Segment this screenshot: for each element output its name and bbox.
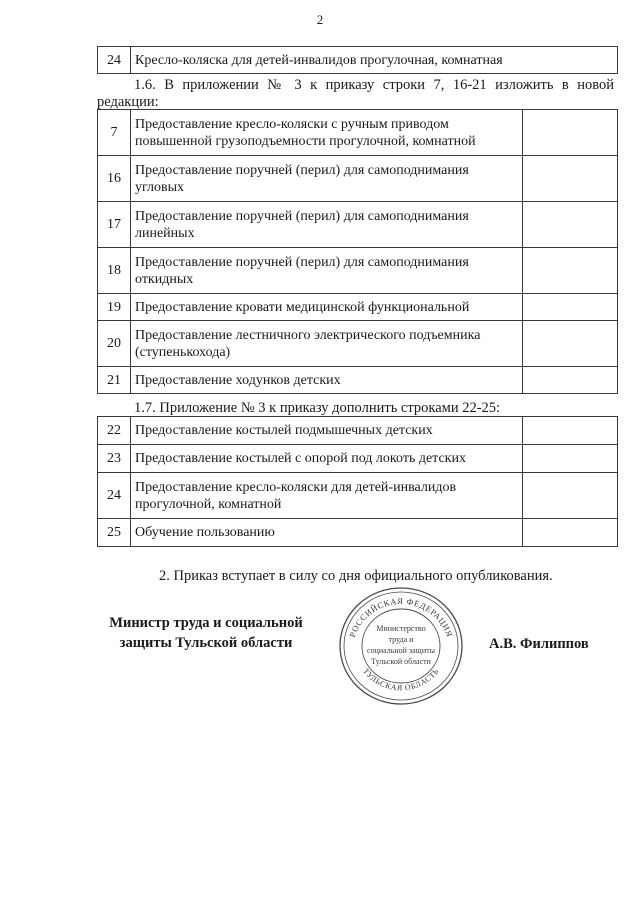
row-number: 21 (98, 367, 131, 394)
row-number: 24 (98, 473, 131, 519)
row-empty-cell (523, 367, 618, 394)
row-empty-cell (523, 445, 618, 473)
table-row (98, 519, 618, 547)
row-empty-cell (523, 156, 618, 202)
table-row (98, 294, 618, 321)
row-text: Кресло-коляска для детей-инвалидов прогулочная, комнатная (131, 47, 618, 74)
seal-center-line-4: Тульской области (371, 657, 431, 666)
row-number: 18 (98, 248, 131, 294)
seal-ring-text-top: РОССИЙСКАЯ ФЕДЕРАЦИЯ (347, 595, 455, 639)
signatory-position-line2: защиты Тульской области (119, 635, 293, 651)
row-text: Предоставление поручней (перил) для самоподнимания откидных (131, 248, 523, 294)
table-replaced-rows (97, 109, 618, 394)
paragraph-1-6-line1: 1.6. В приложении № 3 к приказу строки 7, 16-21 изложить в новой (134, 77, 614, 93)
row-text: Предоставление костылей подмышечных детских (131, 417, 523, 445)
row-number: 23 (98, 445, 131, 473)
table-row (98, 202, 618, 248)
signatory-position-line1: Министр труда и социальной (109, 615, 303, 631)
row-text: Предоставление поручней (перил) для самоподнимания угловых (131, 156, 523, 202)
table-row (98, 248, 618, 294)
seal-center-line-2: труда и (388, 635, 414, 644)
row-number: 7 (98, 110, 131, 156)
row-number: 25 (98, 519, 131, 547)
table-row (98, 47, 618, 74)
page-number: 2 (316, 12, 324, 27)
row-empty-cell (523, 294, 618, 321)
paragraph-1-6-line2: редакции: (97, 94, 159, 110)
table-row (98, 473, 618, 519)
row-number: 24 (98, 47, 131, 74)
row-number: 20 (98, 321, 131, 367)
table-added-rows (97, 416, 618, 547)
paragraph-1-7: 1.7. Приложение № 3 к приказу дополнить строками 22-25: (134, 400, 501, 416)
row-empty-cell (523, 202, 618, 248)
row-text: Обучение пользованию (131, 519, 523, 547)
table-row (98, 110, 618, 156)
table-row (98, 367, 618, 394)
official-seal (336, 584, 466, 708)
seal-center-line-1: Министерство (376, 624, 426, 633)
seal-ring-text-bottom: ТУЛЬСКАЯ ОБЛАСТЬ (361, 666, 441, 693)
row-number: 19 (98, 294, 131, 321)
seal-center-line-3: социальной защиты (367, 646, 435, 655)
table-top (97, 46, 618, 74)
paragraph-2: 2. Приказ вступает в силу со дня официального опубликования. (159, 568, 553, 584)
row-number: 17 (98, 202, 131, 248)
row-empty-cell (523, 519, 618, 547)
row-text: Предоставление поручней (перил) для самоподнимания линейных (131, 202, 523, 248)
signatory-position (96, 613, 316, 653)
table-row (98, 321, 618, 367)
row-number: 22 (98, 417, 131, 445)
row-empty-cell (523, 248, 618, 294)
row-empty-cell (523, 417, 618, 445)
row-text: Предоставление лестничного электрического подъемника (ступенькохода) (131, 321, 523, 367)
row-empty-cell (523, 473, 618, 519)
row-empty-cell (523, 321, 618, 367)
signatory-name: А.В. Филиппов (489, 636, 589, 652)
row-text: Предоставление кресло-коляски для детей-инвалидов прогулочной, комнатной (131, 473, 523, 519)
table-row (98, 445, 618, 473)
svg-text:ТУЛЬСКАЯ ОБЛАСТЬ (361, 667, 441, 693)
row-text: Предоставление костылей с опорой под локоть детских (131, 445, 523, 473)
table-row (98, 417, 618, 445)
row-text: Предоставление кровати медицинской функциональной (131, 294, 523, 321)
row-number: 16 (98, 156, 131, 202)
row-empty-cell (523, 110, 618, 156)
table-row (98, 156, 618, 202)
row-text: Предоставление кресло-коляски с ручным приводом повышенной грузоподъемности прогулочной, комнатной (131, 110, 523, 156)
row-text: Предоставление ходунков детских (131, 367, 523, 394)
